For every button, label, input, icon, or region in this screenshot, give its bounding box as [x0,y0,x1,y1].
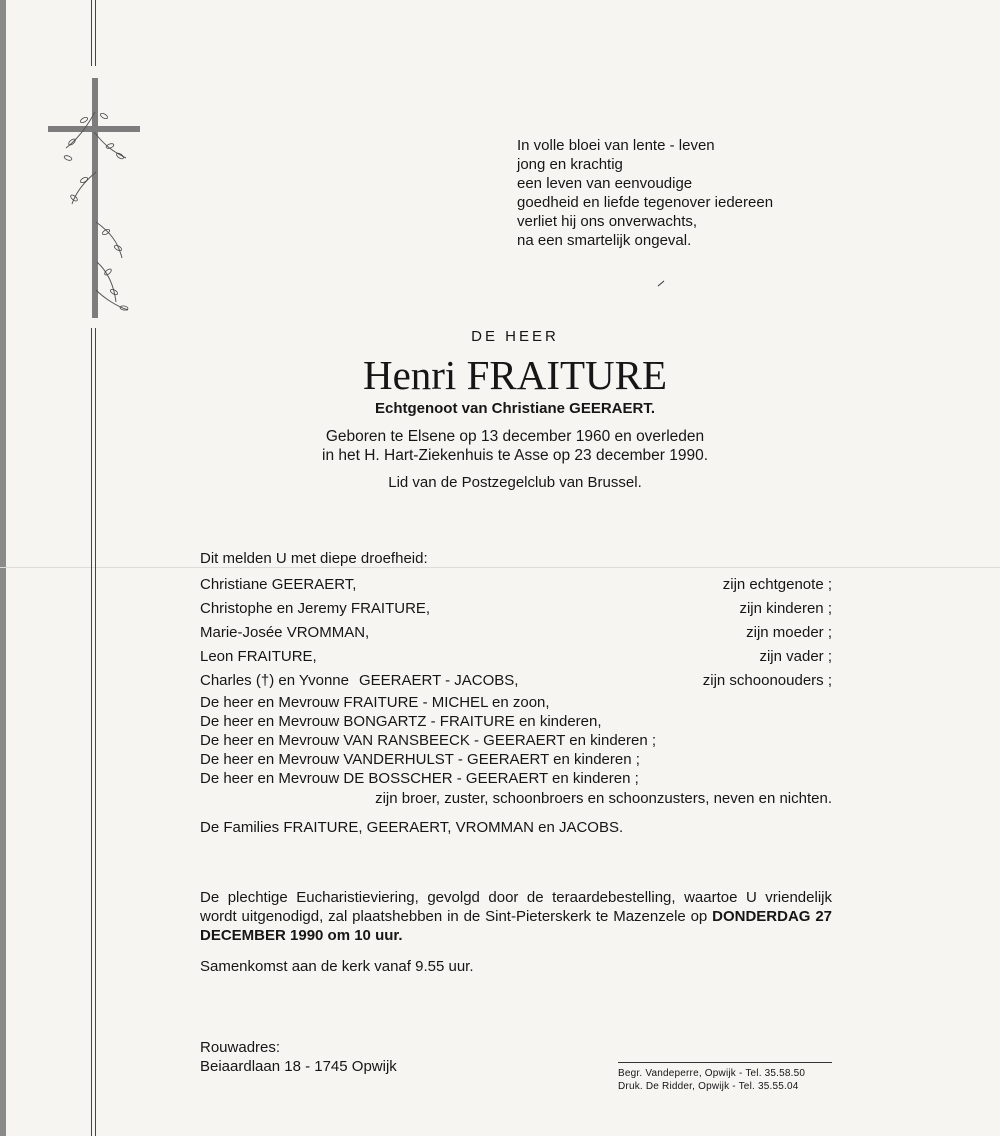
relative-row [200,597,832,621]
notice-heading: Dit melden U met diepe droefheid: [200,550,428,567]
family-row: De heer en Mevrouw BONGARTZ - FRAITURE en kinderen, [200,713,602,730]
ink-mark [658,281,665,287]
club-line: Lid van de Postzegelclub van Brussel. [388,474,642,491]
relative-relation: zijn moeder ; [746,624,832,641]
family-row: De heer en Mevrouw FRAITURE - MICHEL en zoon, [200,694,550,711]
mourning-address [200,1038,397,1076]
address-street: Beiaardlaan 18 - 1745 Opwijk [200,1058,397,1075]
poem-line: jong en krachtig [517,156,623,173]
relative-row [200,621,832,645]
birth-death-info [0,427,1000,465]
border-rule-top [91,0,96,66]
scan-left-edge [0,0,6,1136]
family-row: De heer en Mevrouw VAN RANSBEECK - GEERAERT en kinderen ; [200,732,657,749]
relative-row [200,645,832,669]
service-description: De plechtige Eucharistieviering, gevolgd door de teraardebestelling, waartoe U vriendelijk wordt uitgenodigd, zal plaatshebben in de Sint-Pieterskerk te Mazenzele op [200,889,832,925]
service-text [200,888,832,945]
service-date: DONDERDAG 27 DECEMBER 1990 om 10 uur. [200,908,833,944]
relative-relation: zijn schoonouders ; [702,672,832,689]
death-line: in het H. Hart-Ziekenhuis te Asse op 23 december 1990. [322,447,708,464]
gathering-time: Samenkomst aan de kerk vanaf 9.55 uur. [200,958,474,975]
relative-name: Marie-Josée VROMMAN, [200,624,370,641]
poem-line: na een smartelijk ongeval. [517,232,692,249]
relative-name-part: GEERAERT - JACOBS, [358,672,519,689]
poem-line: een leven van eenvoudige [517,175,693,192]
birth-line: Geboren te Elsene op 13 december 1960 en overleden [325,428,705,445]
relative-relation: zijn echtgenote ; [722,576,832,593]
cross-with-vine-icon [44,72,144,322]
relative-relation: zijn vader ; [759,648,832,665]
printer-credits [618,1062,832,1093]
poem-line: goedheid en liefde tegenover iedereen [517,194,774,211]
relative-name: Leon FRAITURE, [200,648,317,665]
mourners-notice [200,550,832,836]
relative-name-part: Charles (†) en Yvonne [200,672,349,689]
relative-name: Christiane GEERAERT, [200,576,357,593]
title-prefix: DE HEER [471,328,559,345]
poem [517,136,773,250]
relative-name [200,669,518,693]
printer-line: Druk. De Ridder, Opwijk - Tel. 35.55.04 [618,1081,799,1092]
address-label: Rouwadres: [200,1039,281,1056]
family-row: De heer en Mevrouw VANDERHULST - GEERAERT en kinderen ; [200,751,640,768]
relative-name: Christophe en Jeremy FRAITURE, [200,600,431,617]
families-line: De Families FRAITURE, GEERAERT, VROMMAN en JACOBS. [200,819,624,836]
relative-relation: zijn kinderen ; [739,600,832,617]
poem-line: In volle bloei van lente - leven [517,137,715,154]
poem-line: verliet hij ons onverwachts, [517,213,698,230]
relative-row [200,573,832,597]
deceased-name: Henri FRAITURE [362,352,668,398]
spouse-line: Echtgenoot van Christiane GEERAERT. [374,400,656,417]
family-row: De heer en Mevrouw DE BOSSCHER - GEERAERT en kinderen ; [200,770,639,787]
funeral-service-info [200,888,832,976]
relative-row [200,669,832,693]
siblings-line: zijn broer, zuster, schoonbroers en schoonzusters, neven en nichten. [375,790,832,807]
printer-line: Begr. Vandeperre, Opwijk - Tel. 35.58.50 [618,1068,806,1079]
